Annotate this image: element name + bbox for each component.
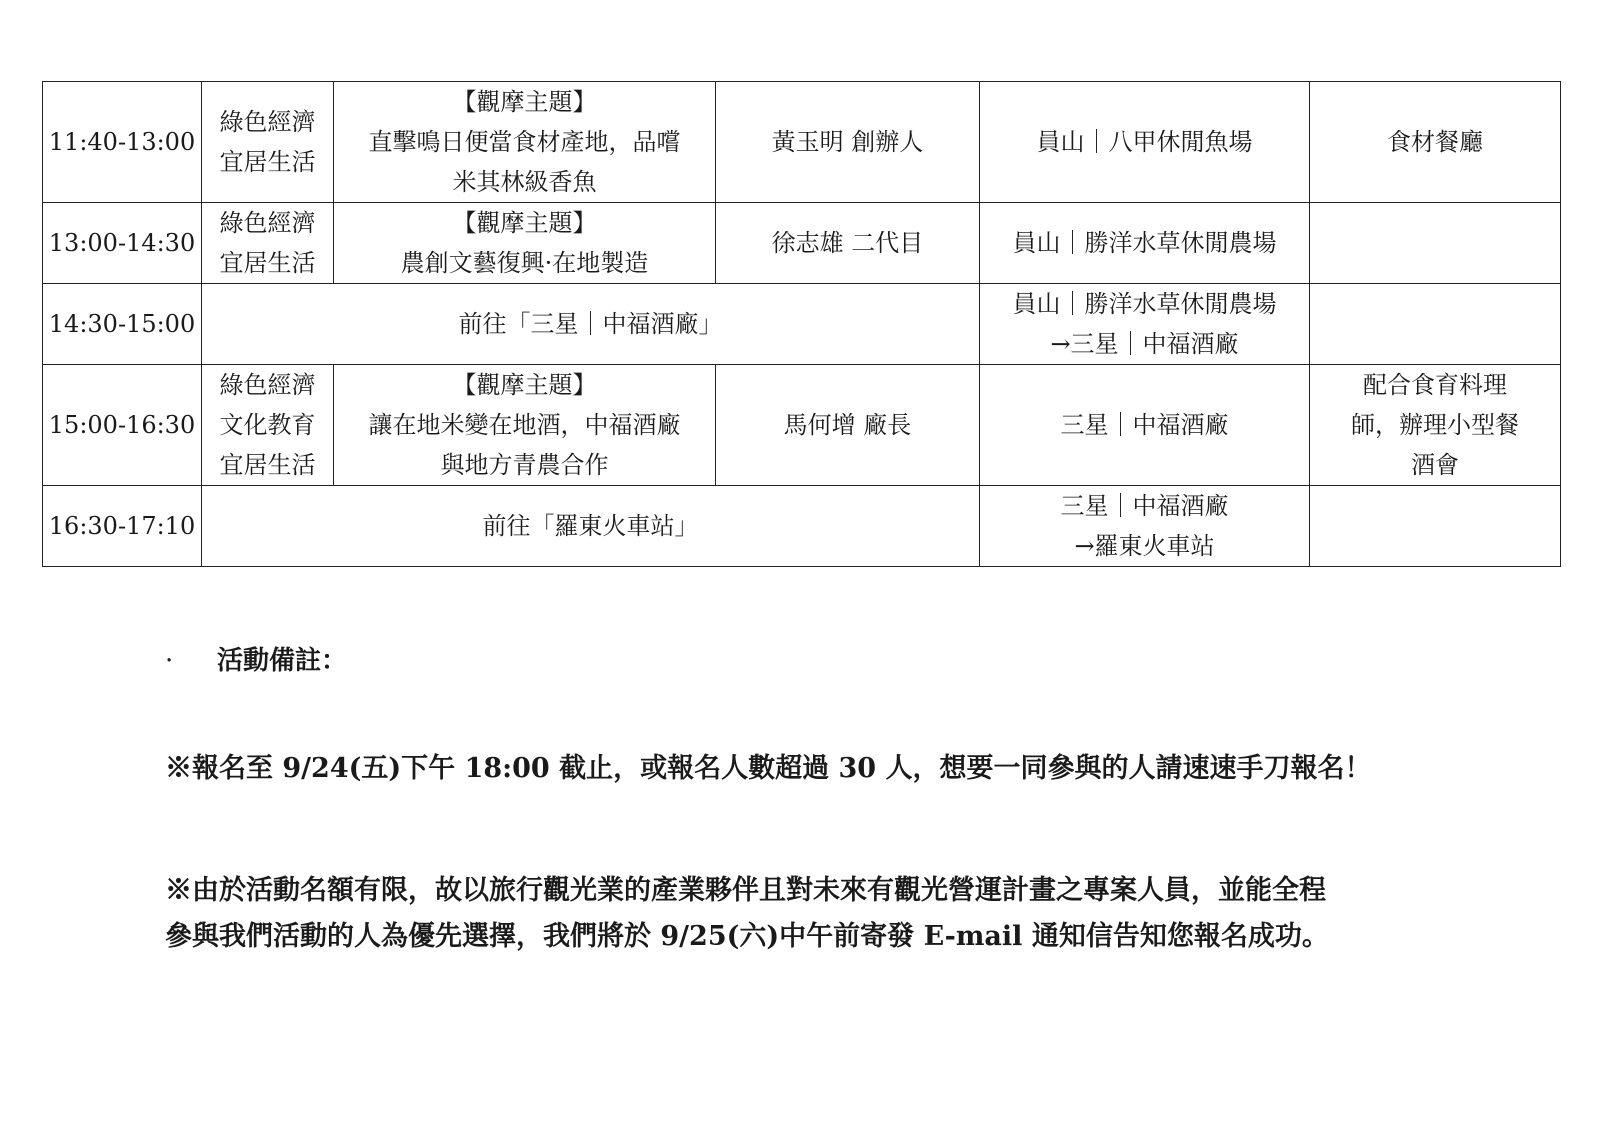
- category-cell: [202, 365, 334, 486]
- category-cell: [202, 203, 334, 284]
- topic-line: 直擊鳴日便當食材產地，品嚐: [368, 128, 681, 156]
- table-row: [43, 203, 1561, 284]
- table-row: [43, 284, 1561, 365]
- category-line: 綠色經濟: [219, 371, 316, 399]
- speaker-cell: 馬何增 廠長: [716, 365, 980, 486]
- location-line: 三星｜中福酒廠: [1060, 411, 1229, 439]
- location-line: 員山｜八甲休閒魚場: [1036, 128, 1253, 156]
- category-line: 宜居生活: [219, 249, 316, 277]
- remarks-heading: [165, 640, 347, 677]
- table-row: [43, 486, 1561, 567]
- topic-line: 【觀摩主題】: [452, 371, 597, 399]
- category-line: 文化教育: [219, 411, 316, 439]
- location-line: 三星｜中福酒廠: [1060, 492, 1229, 520]
- topic-line: 米其林級香魚: [452, 168, 597, 196]
- transit-cell: 前往「三星｜中福酒廠」: [202, 284, 980, 365]
- note-cell: [1310, 284, 1561, 365]
- schedule-table: [42, 81, 1561, 567]
- bullet-marker: ·: [165, 646, 174, 676]
- selection-note-line: 參與我們活動的人為優先選擇，我們將於 9/25(六)中午前寄發 E-mail 通知信告知您報名成功。: [165, 921, 1329, 952]
- note-cell: [1310, 365, 1561, 486]
- selection-note-line: ※由於活動名額有限，故以旅行觀光業的產業夥伴且對未來有觀光營運計畫之專案人員，並能全程: [165, 875, 1326, 906]
- category-line: 綠色經濟: [219, 108, 316, 136]
- location-cell: [980, 486, 1310, 567]
- time-cell: 13:00-14:30: [43, 203, 202, 284]
- topic-cell: [334, 82, 716, 203]
- category-cell: [202, 82, 334, 203]
- speaker-cell: 黃玉明 創辦人: [716, 82, 980, 203]
- table-row: [43, 365, 1561, 486]
- remarks-heading-text: 活動備註：: [217, 646, 348, 676]
- topic-line: 【觀摩主題】: [452, 209, 597, 237]
- category-line: 綠色經濟: [219, 209, 316, 237]
- location-cell: [980, 82, 1310, 203]
- topic-cell: [334, 365, 716, 486]
- location-cell: [980, 203, 1310, 284]
- time-cell: 14:30-15:00: [43, 284, 202, 365]
- location-cell: [980, 284, 1310, 365]
- note-cell: [1310, 203, 1561, 284]
- note-cell: [1310, 486, 1561, 567]
- note-cell: [1310, 82, 1561, 203]
- location-line: →羅東火車站: [1074, 532, 1215, 560]
- note-line: 食材餐廳: [1387, 128, 1483, 156]
- location-line: 員山｜勝洋水草休閒農場: [1012, 229, 1277, 257]
- time-cell: 11:40-13:00: [43, 82, 202, 203]
- note-line: 配合食育料理: [1363, 371, 1507, 399]
- topic-line: 與地方青農合作: [440, 451, 609, 479]
- location-line: →三星｜中福酒廠: [1050, 330, 1239, 358]
- location-cell: [980, 365, 1310, 486]
- registration-note: ※報名至 9/24(五)下午 18:00 截止，或報名人數超過 30 人，想要一同參與的人請速速手刀報名！: [165, 753, 1372, 784]
- speaker-cell: 徐志雄 二代目: [716, 203, 980, 284]
- selection-note: [165, 868, 1485, 960]
- topic-cell: [334, 203, 716, 284]
- note-line: 師，辦理小型餐: [1351, 411, 1519, 439]
- time-cell: 16:30-17:10: [43, 486, 202, 567]
- topic-line: 【觀摩主題】: [452, 88, 597, 116]
- transit-cell: 前往「羅東火車站」: [202, 486, 980, 567]
- location-line: 員山｜勝洋水草休閒農場: [1012, 290, 1277, 318]
- table-row: [43, 82, 1561, 203]
- topic-line: 讓在地米變在地酒，中福酒廠: [368, 411, 681, 439]
- topic-line: 農創文藝復興·在地製造: [400, 249, 649, 277]
- category-line: 宜居生活: [219, 148, 316, 176]
- time-cell: 15:00-16:30: [43, 365, 202, 486]
- note-line: 酒會: [1411, 451, 1459, 479]
- category-line: 宜居生活: [219, 451, 316, 479]
